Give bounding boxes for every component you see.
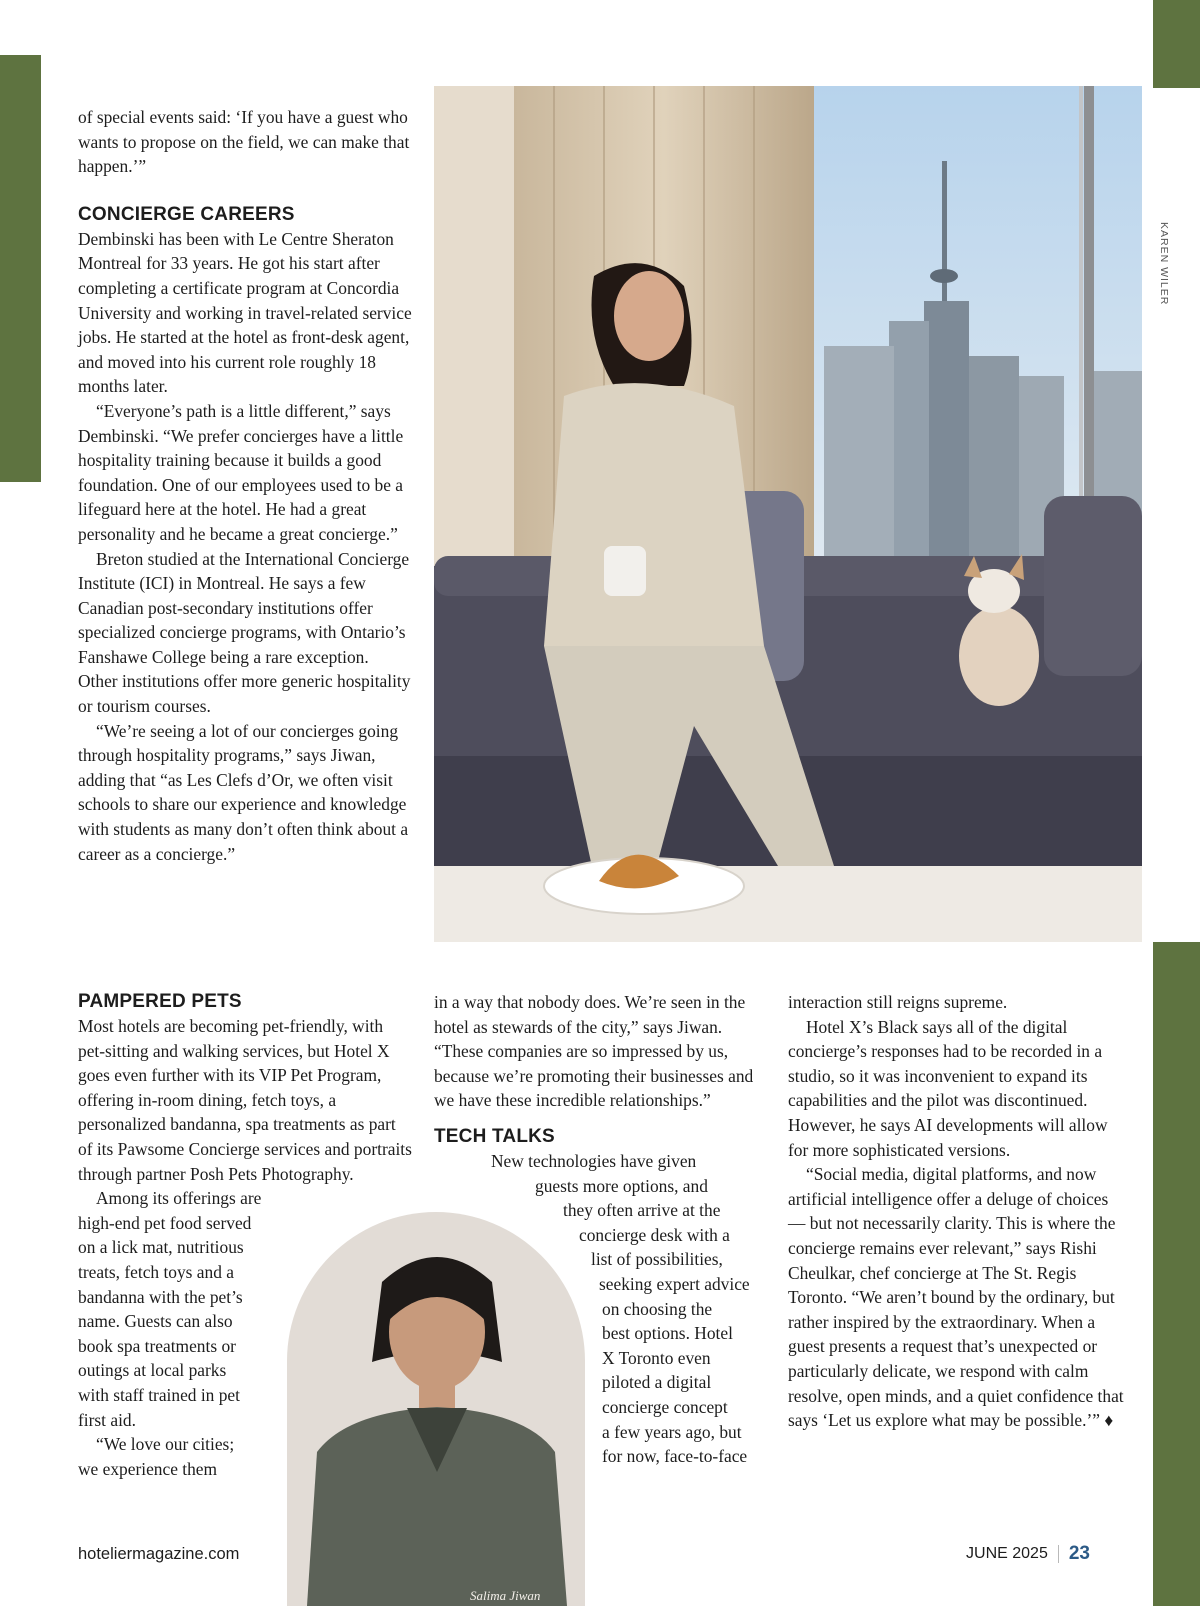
text-line: on a lick mat, nutritious	[78, 1237, 244, 1258]
text-line: first aid.	[78, 1409, 136, 1430]
paragraph: in a way that nobody does. We’re seen in the hotel as stewards of the city,” says Jiwan. “These companies are so impressed by us, because we’re promoting their businesses and we have these incredible relationships.”	[434, 992, 754, 1111]
text-line: best options. Hotel	[602, 1323, 733, 1344]
paragraph: interaction still reigns supreme.	[788, 992, 1008, 1012]
text-line: they often arrive at the	[563, 1200, 721, 1221]
footer-issue	[966, 1543, 1090, 1565]
text-line: on choosing the	[602, 1298, 713, 1319]
section-heading-concierge-careers: CONCIERGE CAREERS	[78, 203, 295, 225]
text-line: a few years ago, but	[602, 1421, 742, 1442]
section-heading-tech-talks: TECH TALKS	[434, 1125, 555, 1147]
text-line: list of possibilities,	[591, 1249, 723, 1270]
paragraph: Most hotels are becoming pet-friendly, with pet-sitting and walking services, but Hotel X goes even further with its VIP Pet Program, offering in-room dining, fetch toys, a personalized bandanna, spa treatments as part of its Pawsome Concierge services and portraits through partner Posh Pets Photography.	[78, 1016, 412, 1184]
column-1	[78, 105, 412, 866]
accent-bar-right-top	[1153, 0, 1200, 88]
text-line: guests more options, and	[535, 1175, 708, 1196]
page-number: 23	[1068, 1543, 1090, 1564]
paragraph: Dembinski has been with Le Centre Sheraton Montreal for 33 years. He got his start after completing a certificate program at Concordia University and working in travel-related service jobs. He started at the hotel as front-desk agent, and moved into his current role roughly 18 months later.	[78, 228, 412, 397]
text-line: for now, face-to-face	[602, 1446, 748, 1467]
text-line: we experience them	[78, 1458, 218, 1479]
text-line: New technologies have given	[491, 1150, 697, 1171]
paragraph: “Everyone’s path is a little different,” says Dembinski. “We prefer concierges have a little hospitality training because it builds a good foundation. One of our employees used to be a lifeguard here at the hotel. He had a great personality and he became a great concierge.”	[78, 400, 404, 544]
text-line: seeking expert advice	[599, 1273, 750, 1294]
text-line: bandanna with the pet’s	[78, 1286, 243, 1307]
paragraph: Hotel X’s Black says all of the digital concierge’s responses had to be recorded in a studio, so it was inconvenient to expand its capabilities and the pilot was discontinued. However, he says AI developments will allow for more sophisticated versions.	[788, 1016, 1108, 1160]
text-line: Among its offerings are	[96, 1188, 262, 1209]
portrait-caption: Salima Jiwan	[470, 1588, 541, 1603]
text-line: “We love our cities;	[96, 1434, 235, 1455]
column-3	[788, 990, 1126, 1433]
photo-credit: KAREN WILER	[1158, 222, 1170, 306]
text-line: with staff trained in pet	[78, 1384, 240, 1405]
hero-photo	[434, 86, 1142, 942]
paragraph: Other institutions offer more generic hospitality or tourism courses.	[78, 671, 411, 717]
portrait-photo	[287, 1212, 585, 1606]
accent-bar-right-bottom	[1153, 942, 1200, 1606]
paragraph: “We’re seeing a lot of our concierges going through hospitality programs,” says Jiwan, adding that “as Les Clefs d’Or, we often visit schools to share our experience and knowledge with students as many don’t often think about a career as a concierge.”	[78, 720, 409, 864]
text-line: treats, fetch toys and a	[78, 1261, 234, 1282]
text-line: high-end pet food served	[78, 1212, 252, 1233]
text-line: concierge concept	[602, 1396, 728, 1417]
text-line: concierge desk with a	[579, 1224, 730, 1245]
text-line: name. Guests can also	[78, 1311, 233, 1332]
text-line: piloted a digital	[602, 1372, 712, 1393]
issue-date: JUNE 2025	[966, 1545, 1048, 1562]
section-heading-pampered-pets: PAMPERED PETS	[78, 991, 242, 1012]
footer-website: hoteliermagazine.com	[78, 1545, 240, 1563]
footer-divider	[1058, 1545, 1059, 1563]
paragraph: “Social media, digital platforms, and now artificial intelligence offer a deluge of choices — but not necessarily clarity. This is where the concierge remains ever relevant,” says Rishi Cheulkar, chef concierge at The St. Regis Toronto. “We aren’t bound by the ordinary, but rather inspired by the extraordinary. When a guest presents a request that’s unexpected or particularly delicate, we respond with calm resolve, open minds, and a quiet confidence that says ‘Let us explore what may be possible.’” ♦	[788, 1164, 1124, 1431]
paragraph: Breton studied at the International Concierge Institute (ICI) in Montreal. He says a few Canadian post-secondary institutions offer specialized concierge programs, with Ontario’s Fanshawe College being a rare exception.	[78, 548, 410, 667]
accent-bar-left	[0, 55, 41, 482]
text-line: outings at local parks	[78, 1360, 227, 1381]
text-line: book spa treatments or	[78, 1335, 236, 1356]
intro-paragraph: of special events said: ‘If you have a guest who wants to propose on the field, we can make that happen.’”	[78, 107, 410, 177]
text-line: X Toronto even	[602, 1347, 711, 1368]
